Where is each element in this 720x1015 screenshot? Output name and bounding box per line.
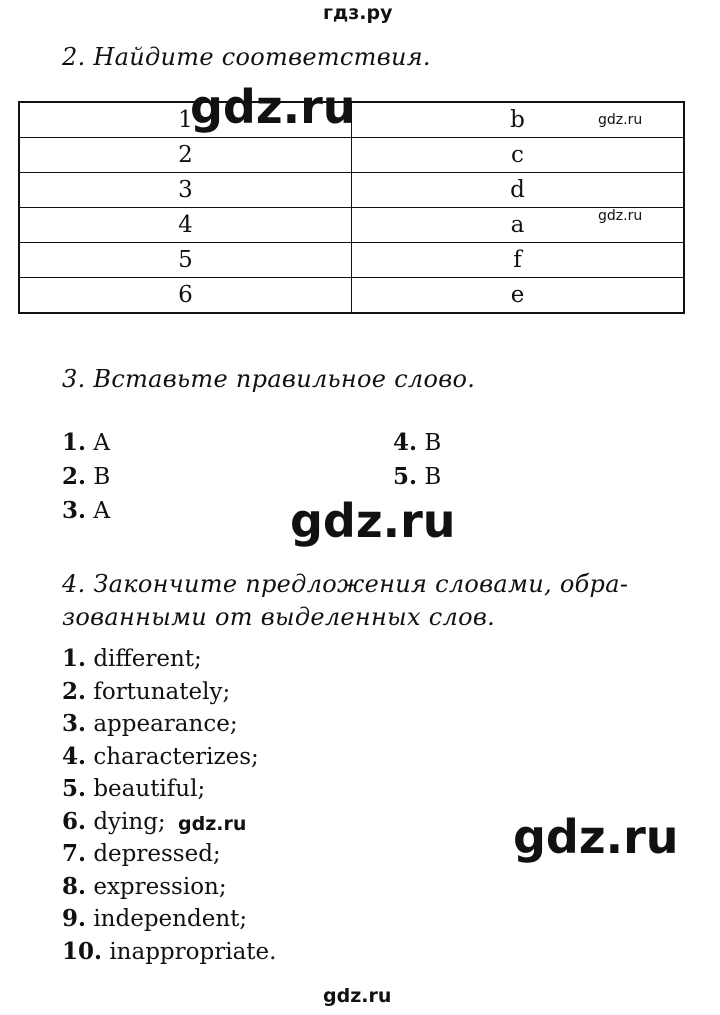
list-item	[62, 773, 276, 806]
answer-value: characterizes;	[93, 743, 259, 770]
answer-value: depressed;	[93, 841, 221, 867]
watermark-bottom: gdz.ru	[323, 985, 392, 1007]
answer-number: 8.	[62, 872, 87, 900]
answer-number: 10.	[62, 937, 103, 965]
answer-value: independent;	[93, 906, 248, 932]
watermark-large: gdz.ru	[513, 810, 679, 864]
answer-value: beautiful;	[93, 776, 206, 802]
answer-item	[62, 461, 110, 493]
table-cell-right: b	[352, 102, 685, 138]
answer-number: 4.	[393, 429, 418, 456]
task4-answer-list	[62, 643, 276, 968]
table-cell-right: a	[352, 208, 685, 243]
table-cell-left: 2	[19, 138, 352, 173]
table-cell-right: e	[352, 278, 685, 314]
answer-number: 9.	[62, 905, 87, 932]
list-item	[62, 838, 276, 871]
answer-value: different;	[93, 646, 202, 672]
list-item	[62, 708, 276, 741]
table-cell-left: 6	[19, 278, 352, 314]
list-item	[62, 676, 276, 709]
watermark-small: gdz.ru	[598, 112, 643, 128]
table-row	[19, 278, 684, 314]
answer-item	[62, 495, 110, 527]
answer-number: 4.	[62, 742, 87, 770]
task4-heading-line2: зованными от выделенных слов.	[62, 603, 496, 631]
answer-number: 1.	[62, 645, 87, 672]
answer-item	[393, 427, 441, 459]
watermark-small: gdz.ru	[598, 208, 643, 224]
answer-value: appearance;	[93, 711, 238, 737]
list-item	[62, 903, 276, 936]
task2-heading: 2. Найдите соответствия.	[62, 43, 431, 71]
task4-heading-line1: 4. Закончите предложения словами, обра-	[62, 570, 629, 598]
watermark-medium: gdz.ru	[178, 813, 247, 835]
answer-value: B	[93, 464, 111, 490]
answer-number: 5.	[62, 775, 87, 802]
answer-value: inappropriate.	[109, 938, 277, 965]
answer-value: B	[424, 430, 442, 456]
table-cell-left: 4	[19, 208, 352, 243]
answer-item	[393, 461, 441, 493]
table-cell-right: c	[352, 138, 685, 173]
answer-item	[62, 427, 110, 459]
answer-number: 7.	[62, 840, 87, 867]
list-item	[62, 643, 276, 676]
watermark-large: gdz.ru	[190, 80, 356, 134]
answer-number: 1.	[62, 429, 87, 456]
watermark-large: gdz.ru	[290, 494, 456, 548]
list-item	[62, 871, 276, 904]
answer-number: 3.	[62, 497, 87, 524]
answer-number: 6.	[62, 807, 87, 835]
list-item	[62, 741, 276, 774]
table-cell-right: f	[352, 243, 685, 278]
list-item	[62, 936, 276, 969]
watermark-top: гдз.ру	[323, 2, 393, 24]
answer-value: fortunately;	[93, 678, 231, 705]
answer-number: 2.	[62, 463, 87, 490]
answer-value: expression;	[93, 873, 227, 900]
table-cell-right: d	[352, 173, 685, 208]
table-cell-left: 5	[19, 243, 352, 278]
table-row	[19, 138, 684, 173]
table-row	[19, 208, 684, 243]
table-row	[19, 173, 684, 208]
task3-heading: 3. Вставьте правильное слово.	[62, 365, 476, 393]
answer-number: 5.	[393, 463, 418, 490]
answer-value: B	[424, 464, 442, 490]
answer-value: dying;	[93, 808, 166, 835]
answer-number: 3.	[62, 710, 87, 737]
table-cell-left: 1	[19, 102, 352, 138]
answer-value: A	[93, 498, 110, 524]
answer-value: A	[93, 430, 110, 456]
table-row	[19, 243, 684, 278]
answer-number: 2.	[62, 677, 87, 705]
table-cell-left: 3	[19, 173, 352, 208]
